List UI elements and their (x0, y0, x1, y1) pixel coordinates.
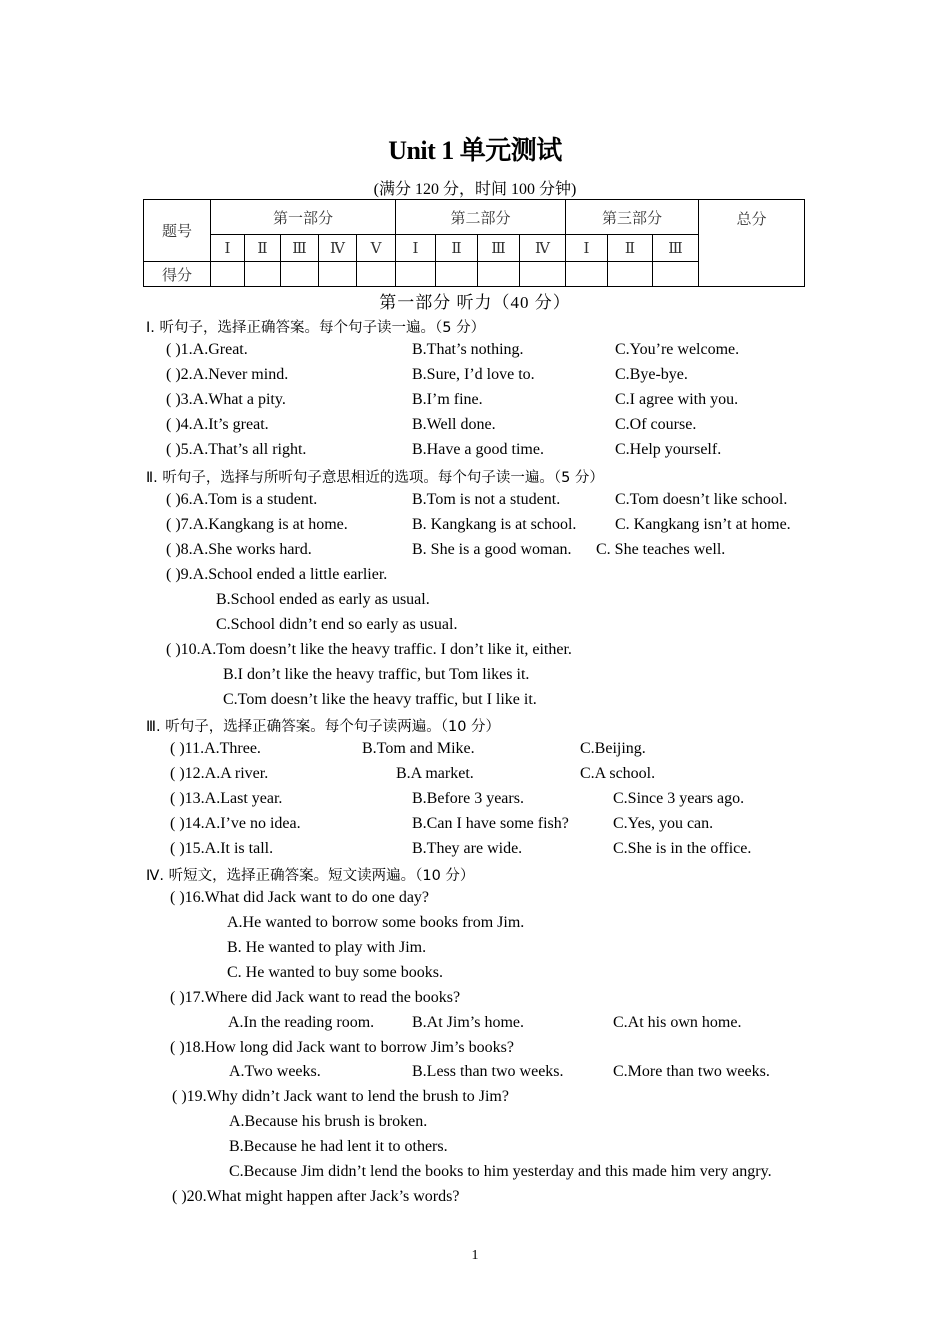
option-c: C.Bye-bye. (615, 366, 688, 383)
option-a: A.Two weeks. (229, 1063, 321, 1080)
score-cell[interactable] (245, 262, 281, 287)
option-c: C. He wanted to buy some books. (227, 964, 443, 981)
option-c: C.Tom doesn’t like school. (615, 491, 788, 508)
question: ( )12.A.A river. (170, 765, 269, 782)
section-heading-1: Ⅰ. 听句子，选择正确答案。每个句子读一遍。（5 分） (146, 320, 486, 336)
score-cell[interactable] (653, 262, 699, 287)
question: ( )20.What might happen after Jack’s words? (172, 1188, 460, 1205)
option-c: C.School didn’t end so early as usual. (216, 616, 458, 633)
section-heading-4: Ⅳ. 听短文，选择正确答案。短文读两遍。（10 分） (146, 868, 475, 884)
question: ( )8.A.She works hard. (166, 541, 312, 558)
row-label-score: 得分 (144, 262, 211, 287)
option-b: B.Tom and Mike. (362, 740, 475, 757)
score-cell[interactable] (211, 262, 245, 287)
page-title: Unit 1 单元测试 (388, 136, 562, 165)
option-c: C.Of course. (615, 416, 697, 433)
question: ( )13.A.Last year. (170, 790, 283, 807)
col-part2-2: Ⅱ (436, 235, 478, 262)
option-c: C.Beijing. (580, 740, 646, 757)
option-c: C.Since 3 years ago. (613, 790, 745, 807)
score-cell[interactable] (608, 262, 653, 287)
option-b: B. He wanted to play with Jim. (227, 939, 427, 956)
score-cell[interactable] (357, 262, 396, 287)
question: ( )4.A.It’s great. (166, 416, 269, 433)
option-c: C.Help yourself. (615, 441, 722, 458)
question: ( )18.How long did Jack want to borrow Jim’s books? (170, 1039, 514, 1056)
col-part1-2: Ⅱ (245, 235, 281, 262)
option-b: B.Less than two weeks. (412, 1063, 564, 1080)
option-b: B.Sure, I’d love to. (412, 366, 535, 383)
question: ( )6.A.Tom is a student. (166, 491, 318, 508)
question: ( )19.Why didn’t Jack want to lend the brush to Jim? (172, 1088, 509, 1105)
section-heading-2: Ⅱ. 听句子，选择与所听句子意思相近的选项。每个句子读一遍。（5 分） (146, 470, 604, 486)
option-b: B.Well done. (412, 416, 496, 433)
option-b: B.They are wide. (412, 840, 523, 857)
header-total: 总分 (699, 200, 805, 287)
option-a: A.Because his brush is broken. (229, 1113, 428, 1130)
option-c: C.At his own home. (613, 1014, 742, 1031)
question: ( )7.A.Kangkang is at home. (166, 516, 348, 533)
col-part2-1: Ⅰ (396, 235, 436, 262)
option-b: B.I don’t like the heavy traffic, but Tom likes it. (223, 666, 530, 683)
option-c: C. Kangkang isn’t at home. (615, 516, 791, 533)
option-b: B.Can I have some fish? (412, 815, 569, 832)
option-b: B.Because he had lent it to others. (229, 1138, 448, 1155)
score-cell[interactable] (281, 262, 319, 287)
col-part2-4: Ⅳ (520, 235, 566, 262)
row-label-question: 题号 (144, 200, 211, 262)
col-part1-1: Ⅰ (211, 235, 245, 262)
option-c: C. She teaches well. (596, 541, 726, 558)
question: ( )15.A.It is tall. (170, 840, 274, 857)
score-cell[interactable] (319, 262, 357, 287)
col-part2-3: Ⅲ (478, 235, 520, 262)
option-b: B. Kangkang is at school. (412, 516, 577, 533)
question: ( )14.A.I’ve no idea. (170, 815, 301, 832)
option-c: C.She is in the office. (613, 840, 752, 857)
col-part3-1: Ⅰ (566, 235, 608, 262)
option-b: B.A market. (396, 765, 474, 782)
question: ( )17.Where did Jack want to read the books? (170, 989, 461, 1006)
score-cell[interactable] (566, 262, 608, 287)
question: ( )5.A.That’s all right. (166, 441, 307, 458)
option-b: B.School ended as early as usual. (216, 591, 430, 608)
option-a: A.He wanted to borrow some books from Jim. (227, 914, 525, 931)
col-part1-3: Ⅲ (281, 235, 319, 262)
option-c: C.Yes, you can. (613, 815, 714, 832)
option-b: B.That’s nothing. (412, 341, 524, 358)
score-cell[interactable] (436, 262, 478, 287)
option-b: B.Before 3 years. (412, 790, 524, 807)
header-part2: 第二部分 (396, 200, 566, 235)
option-b: B.At Jim’s home. (412, 1014, 525, 1031)
question: ( )1.A.Great. (166, 341, 248, 358)
option-a: A.In the reading room. (228, 1014, 375, 1031)
question: ( )10.A.Tom doesn’t like the heavy traffic. I don’t like it, either. (166, 641, 572, 658)
option-b: B.I’m fine. (412, 391, 483, 408)
header-part1: 第一部分 (211, 200, 396, 235)
section-heading-3: Ⅲ. 听句子，选择正确答案。每个句子读两遍。（10 分） (146, 719, 501, 735)
option-b: B. She is a good woman. (412, 541, 572, 558)
page-number: 1 (471, 1248, 479, 1263)
option-c: C.Tom doesn’t like the heavy traffic, but I like it. (223, 691, 537, 708)
score-table (143, 199, 805, 287)
option-c: C.You’re welcome. (615, 341, 740, 358)
question: ( )9.A.School ended a little earlier. (166, 566, 388, 583)
score-cell[interactable] (396, 262, 436, 287)
col-part1-5: Ⅴ (357, 235, 396, 262)
question: ( )11.A.Three. (170, 740, 261, 757)
option-c: C.A school. (580, 765, 656, 782)
option-c: C.Because Jim didn’t lend the books to him yesterday and this made him very angry. (229, 1163, 772, 1180)
question: ( )2.A.Never mind. (166, 366, 289, 383)
col-part3-3: Ⅲ (653, 235, 699, 262)
option-b: B.Have a good time. (412, 441, 544, 458)
page-subtitle: (满分 120 分，时间 100 分钟) (373, 181, 577, 198)
option-c: C.I agree with you. (615, 391, 739, 408)
col-part3-2: Ⅱ (608, 235, 653, 262)
option-c: C.More than two weeks. (613, 1063, 770, 1080)
score-cell[interactable] (520, 262, 566, 287)
question: ( )3.A.What a pity. (166, 391, 286, 408)
score-cell[interactable] (478, 262, 520, 287)
col-part1-4: Ⅳ (319, 235, 357, 262)
section-title: 第一部分 听力（40 分） (379, 293, 571, 312)
option-b: B.Tom is not a student. (412, 491, 561, 508)
header-part3: 第三部分 (566, 200, 699, 235)
question: ( )16.What did Jack want to do one day? (170, 889, 430, 906)
